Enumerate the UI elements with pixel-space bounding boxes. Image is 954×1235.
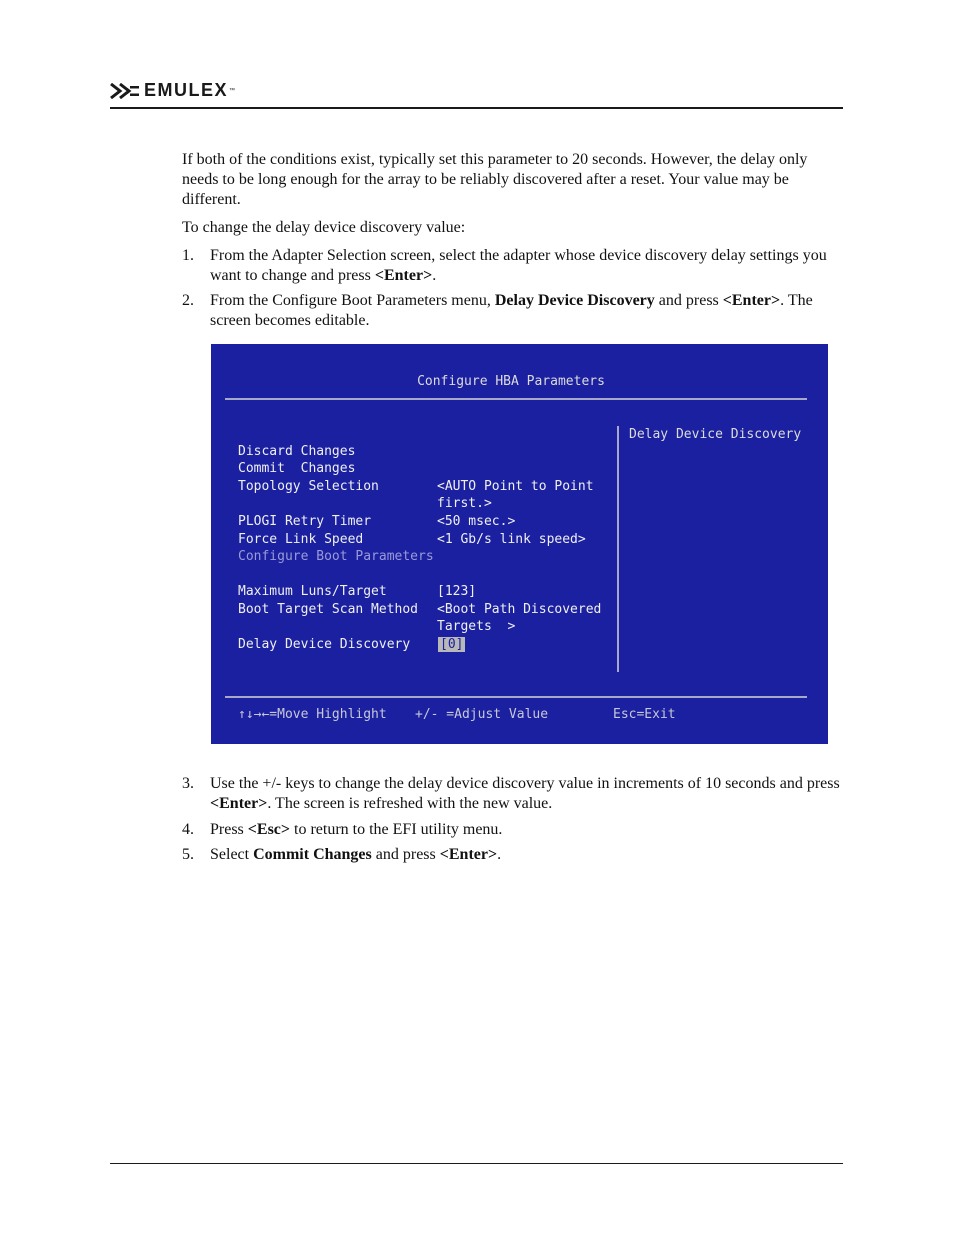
boot-scan-value-line1[interactable]: <Boot Path Discovered (437, 602, 602, 617)
plogi-value[interactable]: <50 msec.> (437, 514, 516, 529)
page-header (110, 78, 843, 110)
menu-item-commit-changes[interactable]: Commit Changes (238, 461, 356, 476)
bios-screenshot (211, 344, 828, 744)
emulex-logo (110, 80, 235, 101)
max-luns-value[interactable]: [123] (437, 584, 477, 599)
menu-item-delay-device-discovery[interactable]: Delay Device Discovery (238, 637, 411, 652)
bios-help-title: Delay Device Discovery (629, 427, 802, 442)
footer-divider (110, 1163, 843, 1164)
legend-exit: Esc=Exit (613, 707, 676, 722)
menu-item-force-link-speed[interactable]: Force Link Speed (238, 532, 364, 547)
bios-bottom-rule (225, 696, 807, 698)
step-3: 3. Use the +/- keys to change the delay device discovery value in increments of 10 seconds and press <Enter>. The screen is refreshed with the new value. (182, 775, 840, 812)
legend-move-highlight: ↑↓→←=Move Highlight (238, 707, 387, 722)
step-5: 5. Select Commit Changes and press <Enter>. (182, 846, 502, 863)
menu-item-maximum-luns[interactable]: Maximum Luns/Target (238, 584, 387, 599)
boot-scan-value-line2: Targets > (437, 619, 516, 634)
emulex-logo-icon (110, 83, 140, 99)
bios-top-rule (225, 398, 807, 400)
topology-value-line1[interactable]: <AUTO Point to Point (437, 479, 594, 494)
bios-title: Configure HBA Parameters (417, 374, 605, 389)
procedure-intro: To change the delay device discovery value: (182, 219, 466, 236)
header-divider (110, 107, 843, 109)
delay-value-highlighted[interactable]: [0] (440, 637, 464, 652)
step-2: 2. From the Configure Boot Parameters menu, Delay Device Discovery and press <Enter>. The screen becomes editable. (182, 292, 813, 329)
intro-paragraph: If both of the conditions exist, typically set this parameter to 20 seconds. However, the delay only needs to be long enough for the array to be reliably discovered after a reset. Your value may be different. (182, 151, 808, 208)
legend-adjust-value: +/- =Adjust Value (415, 707, 549, 722)
step-1: 1. From the Adapter Selection screen, select the adapter whose device discovery delay settings you want to change and press <Enter>. (182, 247, 827, 284)
step-4: 4. Press <Esc> to return to the EFI utility menu. (182, 821, 503, 838)
menu-item-discard-changes[interactable]: Discard Changes (238, 444, 356, 459)
menu-item-boot-target-scan[interactable]: Boot Target Scan Method (238, 602, 419, 617)
force-link-value[interactable]: <1 Gb/s link speed> (437, 532, 586, 547)
trademark-mark: ™ (229, 87, 236, 94)
logo-wordmark: EMULEX (144, 80, 229, 100)
menu-section-configure-boot-parameters: Configure Boot Parameters (238, 549, 434, 564)
menu-item-topology-selection[interactable]: Topology Selection (238, 479, 379, 494)
topology-value-line2: first.> (437, 496, 492, 511)
bios-vertical-rule (617, 426, 619, 672)
menu-item-plogi-retry-timer[interactable]: PLOGI Retry Timer (238, 514, 372, 529)
